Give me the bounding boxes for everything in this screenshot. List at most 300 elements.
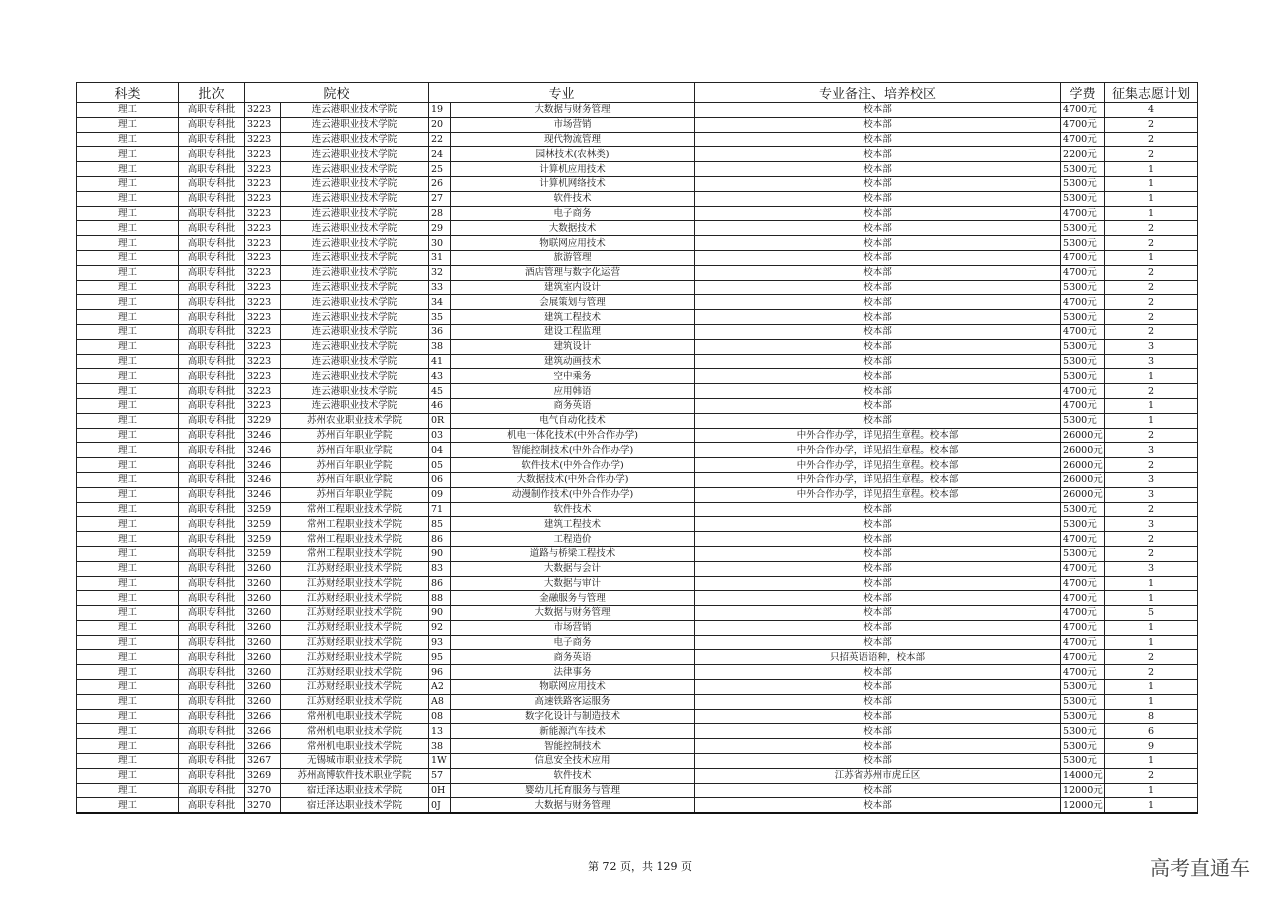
college-name-cell: 江苏财经职业技术学院 (281, 694, 429, 709)
college-code-cell: 3223 (245, 132, 281, 147)
tuition-cell: 5300元 (1061, 517, 1105, 532)
college-name-cell: 常州工程职业技术学院 (281, 517, 429, 532)
plan-cell: 1 (1105, 369, 1198, 384)
remarks-cell: 校本部 (695, 310, 1061, 325)
tuition-cell: 4700元 (1061, 206, 1105, 221)
college-code-cell: 3266 (245, 739, 281, 754)
major-code-cell: A8 (429, 694, 451, 709)
category-cell: 理工 (77, 369, 179, 384)
tuition-cell: 5300元 (1061, 221, 1105, 236)
college-name-cell: 连云港职业技术学院 (281, 103, 429, 118)
college-code-cell: 3223 (245, 221, 281, 236)
remarks-cell: 校本部 (695, 280, 1061, 295)
college-name-cell: 连云港职业技术学院 (281, 206, 429, 221)
college-code-cell: 3259 (245, 546, 281, 561)
college-name-cell: 连云港职业技术学院 (281, 295, 429, 310)
header-remarks: 专业备注、培养校区 (695, 83, 1061, 103)
college-code-cell: 3223 (245, 206, 281, 221)
watermark-logo-text: 高考直通车 (1150, 856, 1250, 880)
college-code-cell: 3223 (245, 398, 281, 413)
college-code-cell: 3246 (245, 472, 281, 487)
college-name-cell: 江苏财经职业技术学院 (281, 561, 429, 576)
major-code-cell: 34 (429, 295, 451, 310)
plan-cell: 2 (1105, 265, 1198, 280)
college-code-cell: 3223 (245, 103, 281, 118)
remarks-cell: 校本部 (695, 502, 1061, 517)
major-code-cell: 22 (429, 132, 451, 147)
remarks-cell: 校本部 (695, 339, 1061, 354)
plan-cell: 2 (1105, 650, 1198, 665)
major-name-cell: 应用韩语 (451, 384, 695, 399)
college-name-cell: 苏州高博软件技术职业学院 (281, 768, 429, 783)
tuition-cell: 4700元 (1061, 103, 1105, 118)
batch-cell: 高职专科批 (179, 458, 245, 473)
remarks-cell: 中外合作办学，详见招生章程。校本部 (695, 472, 1061, 487)
plan-cell: 1 (1105, 176, 1198, 191)
batch-cell: 高职专科批 (179, 739, 245, 754)
category-cell: 理工 (77, 236, 179, 251)
major-name-cell: 空中乘务 (451, 369, 695, 384)
batch-cell: 高职专科批 (179, 606, 245, 621)
header-category: 科类 (77, 83, 179, 103)
tuition-cell: 5300元 (1061, 502, 1105, 517)
remarks-cell: 校本部 (695, 694, 1061, 709)
remarks-cell: 校本部 (695, 754, 1061, 769)
batch-cell: 高职专科批 (179, 384, 245, 399)
table-row (77, 324, 1198, 339)
major-code-cell: 88 (429, 591, 451, 606)
tuition-cell: 26000元 (1061, 458, 1105, 473)
major-code-cell: 96 (429, 665, 451, 680)
major-code-cell: 41 (429, 354, 451, 369)
major-code-cell: 38 (429, 739, 451, 754)
remarks-cell: 校本部 (695, 724, 1061, 739)
college-name-cell: 江苏财经职业技术学院 (281, 606, 429, 621)
batch-cell: 高职专科批 (179, 561, 245, 576)
batch-cell: 高职专科批 (179, 768, 245, 783)
college-code-cell: 3223 (245, 295, 281, 310)
category-cell: 理工 (77, 221, 179, 236)
tuition-cell: 5300元 (1061, 369, 1105, 384)
major-code-cell: 13 (429, 724, 451, 739)
college-code-cell: 3270 (245, 798, 281, 813)
major-code-cell: 19 (429, 103, 451, 118)
college-code-cell: 3223 (245, 236, 281, 251)
tuition-cell: 12000元 (1061, 798, 1105, 813)
tuition-cell: 26000元 (1061, 443, 1105, 458)
college-code-cell: 3223 (245, 147, 281, 162)
plan-cell: 3 (1105, 517, 1198, 532)
batch-cell: 高职专科批 (179, 650, 245, 665)
plan-cell: 3 (1105, 339, 1198, 354)
category-cell: 理工 (77, 206, 179, 221)
table-row (77, 650, 1198, 665)
college-name-cell: 江苏财经职业技术学院 (281, 635, 429, 650)
tuition-cell: 4700元 (1061, 398, 1105, 413)
table-row (77, 517, 1198, 532)
college-code-cell: 3223 (245, 280, 281, 295)
college-name-cell: 江苏财经职业技术学院 (281, 680, 429, 695)
plan-cell: 2 (1105, 117, 1198, 132)
major-code-cell: 90 (429, 606, 451, 621)
category-cell: 理工 (77, 532, 179, 547)
table-row (77, 709, 1198, 724)
major-code-cell: 28 (429, 206, 451, 221)
batch-cell: 高职专科批 (179, 103, 245, 118)
major-name-cell: 软件技术 (451, 768, 695, 783)
college-code-cell: 3259 (245, 502, 281, 517)
plan-cell: 1 (1105, 576, 1198, 591)
table-row (77, 665, 1198, 680)
remarks-cell: 中外合作办学，详见招生章程。校本部 (695, 458, 1061, 473)
major-code-cell: 90 (429, 546, 451, 561)
category-cell: 理工 (77, 517, 179, 532)
batch-cell: 高职专科批 (179, 250, 245, 265)
college-code-cell: 3246 (245, 487, 281, 502)
category-cell: 理工 (77, 665, 179, 680)
table-row (77, 221, 1198, 236)
college-code-cell: 3260 (245, 561, 281, 576)
major-name-cell: 市场营销 (451, 620, 695, 635)
category-cell: 理工 (77, 798, 179, 813)
remarks-cell: 校本部 (695, 384, 1061, 399)
major-name-cell: 大数据与财务管理 (451, 103, 695, 118)
major-code-cell: 05 (429, 458, 451, 473)
college-code-cell: 3260 (245, 680, 281, 695)
remarks-cell: 校本部 (695, 265, 1061, 280)
tuition-cell: 26000元 (1061, 428, 1105, 443)
tuition-cell: 5300元 (1061, 162, 1105, 177)
plan-cell: 2 (1105, 665, 1198, 680)
batch-cell: 高职专科批 (179, 236, 245, 251)
college-code-cell: 3269 (245, 768, 281, 783)
major-code-cell: 27 (429, 191, 451, 206)
tuition-cell: 4700元 (1061, 591, 1105, 606)
college-code-cell: 3223 (245, 310, 281, 325)
category-cell: 理工 (77, 132, 179, 147)
major-name-cell: 高速铁路客运服务 (451, 694, 695, 709)
major-name-cell: 建设工程监理 (451, 324, 695, 339)
college-code-cell: 3223 (245, 265, 281, 280)
college-name-cell: 苏州百年职业学院 (281, 487, 429, 502)
major-name-cell: 计算机应用技术 (451, 162, 695, 177)
major-name-cell: 工程造价 (451, 532, 695, 547)
batch-cell: 高职专科批 (179, 576, 245, 591)
major-name-cell: 计算机网络技术 (451, 176, 695, 191)
plan-cell: 2 (1105, 502, 1198, 517)
category-cell: 理工 (77, 620, 179, 635)
major-name-cell: 信息安全技术应用 (451, 754, 695, 769)
college-name-cell: 连云港职业技术学院 (281, 147, 429, 162)
major-name-cell: 酒店管理与数字化运营 (451, 265, 695, 280)
college-code-cell: 3260 (245, 620, 281, 635)
table-row (77, 103, 1198, 118)
major-name-cell: 婴幼儿托育服务与管理 (451, 783, 695, 798)
table-row (77, 724, 1198, 739)
major-code-cell: 71 (429, 502, 451, 517)
table-row (77, 280, 1198, 295)
table-row (77, 768, 1198, 783)
batch-cell: 高职专科批 (179, 265, 245, 280)
category-cell: 理工 (77, 428, 179, 443)
batch-cell: 高职专科批 (179, 502, 245, 517)
major-code-cell: A2 (429, 680, 451, 695)
table-row (77, 472, 1198, 487)
category-cell: 理工 (77, 635, 179, 650)
category-cell: 理工 (77, 768, 179, 783)
tuition-cell: 5300元 (1061, 191, 1105, 206)
plan-cell: 1 (1105, 398, 1198, 413)
batch-cell: 高职专科批 (179, 694, 245, 709)
plan-cell: 2 (1105, 768, 1198, 783)
major-code-cell: 93 (429, 635, 451, 650)
major-name-cell: 软件技术(中外合作办学) (451, 458, 695, 473)
tuition-cell: 5300元 (1061, 413, 1105, 428)
remarks-cell: 校本部 (695, 103, 1061, 118)
tuition-cell: 5300元 (1061, 724, 1105, 739)
remarks-cell: 校本部 (695, 783, 1061, 798)
major-name-cell: 大数据与财务管理 (451, 798, 695, 813)
batch-cell: 高职专科批 (179, 532, 245, 547)
plan-cell: 1 (1105, 694, 1198, 709)
plan-cell: 1 (1105, 250, 1198, 265)
plan-cell: 9 (1105, 739, 1198, 754)
college-code-cell: 3260 (245, 665, 281, 680)
college-name-cell: 连云港职业技术学院 (281, 221, 429, 236)
plan-cell: 2 (1105, 221, 1198, 236)
college-name-cell: 连云港职业技术学院 (281, 162, 429, 177)
major-name-cell: 大数据技术(中外合作办学) (451, 472, 695, 487)
table-row (77, 754, 1198, 769)
category-cell: 理工 (77, 280, 179, 295)
remarks-cell: 校本部 (695, 176, 1061, 191)
remarks-cell: 校本部 (695, 709, 1061, 724)
major-name-cell: 现代物流管理 (451, 132, 695, 147)
college-name-cell: 连云港职业技术学院 (281, 369, 429, 384)
table-row (77, 635, 1198, 650)
table-header-row (77, 83, 1198, 103)
major-code-cell: 1W (429, 754, 451, 769)
remarks-cell: 校本部 (695, 295, 1061, 310)
plan-cell: 1 (1105, 206, 1198, 221)
major-name-cell: 市场营销 (451, 117, 695, 132)
major-name-cell: 新能源汽车技术 (451, 724, 695, 739)
table-row (77, 295, 1198, 310)
major-name-cell: 智能控制技术 (451, 739, 695, 754)
category-cell: 理工 (77, 561, 179, 576)
major-name-cell: 建筑工程技术 (451, 517, 695, 532)
major-code-cell: 03 (429, 428, 451, 443)
college-code-cell: 3223 (245, 369, 281, 384)
college-name-cell: 常州工程职业技术学院 (281, 502, 429, 517)
major-name-cell: 大数据与财务管理 (451, 606, 695, 621)
table-row (77, 739, 1198, 754)
college-code-cell: 3246 (245, 428, 281, 443)
table-row (77, 147, 1198, 162)
college-code-cell: 3223 (245, 354, 281, 369)
major-name-cell: 商务英语 (451, 650, 695, 665)
table-row (77, 265, 1198, 280)
major-code-cell: 83 (429, 561, 451, 576)
major-code-cell: 95 (429, 650, 451, 665)
remarks-cell: 中外合作办学，详见招生章程。校本部 (695, 487, 1061, 502)
plan-cell: 1 (1105, 591, 1198, 606)
remarks-cell: 中外合作办学，详见招生章程。校本部 (695, 428, 1061, 443)
category-cell: 理工 (77, 694, 179, 709)
plan-cell: 5 (1105, 606, 1198, 621)
college-code-cell: 3223 (245, 339, 281, 354)
plan-cell: 2 (1105, 310, 1198, 325)
table-row (77, 532, 1198, 547)
major-name-cell: 数字化设计与制造技术 (451, 709, 695, 724)
plan-cell: 2 (1105, 295, 1198, 310)
major-code-cell: 0J (429, 798, 451, 813)
major-name-cell: 物联网应用技术 (451, 680, 695, 695)
tuition-cell: 5300元 (1061, 176, 1105, 191)
college-name-cell: 江苏财经职业技术学院 (281, 665, 429, 680)
major-code-cell: 25 (429, 162, 451, 177)
remarks-cell: 校本部 (695, 250, 1061, 265)
college-code-cell: 3223 (245, 324, 281, 339)
tuition-cell: 5300元 (1061, 694, 1105, 709)
remarks-cell: 校本部 (695, 561, 1061, 576)
tuition-cell: 4700元 (1061, 324, 1105, 339)
major-code-cell: 31 (429, 250, 451, 265)
batch-cell: 高职专科批 (179, 280, 245, 295)
major-code-cell: 29 (429, 221, 451, 236)
tuition-cell: 5300元 (1061, 754, 1105, 769)
college-name-cell: 苏州百年职业学院 (281, 443, 429, 458)
college-name-cell: 常州工程职业技术学院 (281, 532, 429, 547)
college-code-cell: 3260 (245, 591, 281, 606)
college-name-cell: 宿迁泽达职业技术学院 (281, 798, 429, 813)
batch-cell: 高职专科批 (179, 398, 245, 413)
plan-cell: 1 (1105, 620, 1198, 635)
batch-cell: 高职专科批 (179, 369, 245, 384)
batch-cell: 高职专科批 (179, 680, 245, 695)
tuition-cell: 5300元 (1061, 546, 1105, 561)
plan-cell: 2 (1105, 428, 1198, 443)
major-code-cell: 33 (429, 280, 451, 295)
category-cell: 理工 (77, 591, 179, 606)
category-cell: 理工 (77, 339, 179, 354)
remarks-cell: 校本部 (695, 221, 1061, 236)
college-name-cell: 苏州百年职业学院 (281, 472, 429, 487)
major-name-cell: 园林技术(农林类) (451, 147, 695, 162)
plan-cell: 2 (1105, 236, 1198, 251)
college-code-cell: 3223 (245, 191, 281, 206)
major-name-cell: 道路与桥梁工程技术 (451, 546, 695, 561)
batch-cell: 高职专科批 (179, 709, 245, 724)
tuition-cell: 26000元 (1061, 487, 1105, 502)
category-cell: 理工 (77, 680, 179, 695)
category-cell: 理工 (77, 576, 179, 591)
remarks-cell: 校本部 (695, 532, 1061, 547)
category-cell: 理工 (77, 502, 179, 517)
plan-cell: 2 (1105, 132, 1198, 147)
header-college: 院校 (245, 83, 429, 103)
table-row (77, 428, 1198, 443)
category-cell: 理工 (77, 176, 179, 191)
table-row (77, 384, 1198, 399)
tuition-cell: 5300元 (1061, 739, 1105, 754)
plan-cell: 3 (1105, 354, 1198, 369)
college-name-cell: 连云港职业技术学院 (281, 339, 429, 354)
college-name-cell: 连云港职业技术学院 (281, 132, 429, 147)
college-name-cell: 连云港职业技术学院 (281, 398, 429, 413)
major-name-cell: 金融服务与管理 (451, 591, 695, 606)
table-row (77, 546, 1198, 561)
table-row (77, 680, 1198, 695)
major-code-cell: 45 (429, 384, 451, 399)
tuition-cell: 5300元 (1061, 280, 1105, 295)
tuition-cell: 4700元 (1061, 250, 1105, 265)
major-code-cell: 20 (429, 117, 451, 132)
plan-cell: 1 (1105, 162, 1198, 177)
batch-cell: 高职专科批 (179, 413, 245, 428)
college-code-cell: 3260 (245, 694, 281, 709)
college-name-cell: 苏州百年职业学院 (281, 428, 429, 443)
category-cell: 理工 (77, 546, 179, 561)
plan-cell: 2 (1105, 384, 1198, 399)
remarks-cell: 校本部 (695, 546, 1061, 561)
plan-cell: 1 (1105, 783, 1198, 798)
major-code-cell: 43 (429, 369, 451, 384)
plan-cell: 6 (1105, 724, 1198, 739)
category-cell: 理工 (77, 250, 179, 265)
major-name-cell: 大数据与审计 (451, 576, 695, 591)
plan-cell: 2 (1105, 324, 1198, 339)
plan-cell: 1 (1105, 754, 1198, 769)
major-code-cell: 86 (429, 532, 451, 547)
batch-cell: 高职专科批 (179, 354, 245, 369)
category-cell: 理工 (77, 650, 179, 665)
major-code-cell: 0H (429, 783, 451, 798)
batch-cell: 高职专科批 (179, 783, 245, 798)
plan-cell: 3 (1105, 487, 1198, 502)
tuition-cell: 4700元 (1061, 606, 1105, 621)
tuition-cell: 4700元 (1061, 384, 1105, 399)
category-cell: 理工 (77, 295, 179, 310)
category-cell: 理工 (77, 191, 179, 206)
category-cell: 理工 (77, 413, 179, 428)
plan-cell: 1 (1105, 413, 1198, 428)
college-code-cell: 3260 (245, 606, 281, 621)
college-name-cell: 连云港职业技术学院 (281, 324, 429, 339)
major-code-cell: 32 (429, 265, 451, 280)
major-name-cell: 法律事务 (451, 665, 695, 680)
college-name-cell: 连云港职业技术学院 (281, 250, 429, 265)
tuition-cell: 5300元 (1061, 339, 1105, 354)
plan-cell: 2 (1105, 532, 1198, 547)
college-code-cell: 3260 (245, 650, 281, 665)
college-name-cell: 苏州百年职业学院 (281, 458, 429, 473)
major-name-cell: 建筑动画技术 (451, 354, 695, 369)
table-row (77, 783, 1198, 798)
plan-cell: 3 (1105, 472, 1198, 487)
college-name-cell: 连云港职业技术学院 (281, 280, 429, 295)
college-code-cell: 3267 (245, 754, 281, 769)
college-name-cell: 连云港职业技术学院 (281, 354, 429, 369)
plan-cell: 1 (1105, 798, 1198, 813)
college-code-cell: 3246 (245, 458, 281, 473)
batch-cell: 高职专科批 (179, 147, 245, 162)
table-row (77, 606, 1198, 621)
category-cell: 理工 (77, 724, 179, 739)
table-row (77, 798, 1198, 813)
major-name-cell: 建筑室内设计 (451, 280, 695, 295)
major-code-cell: 24 (429, 147, 451, 162)
